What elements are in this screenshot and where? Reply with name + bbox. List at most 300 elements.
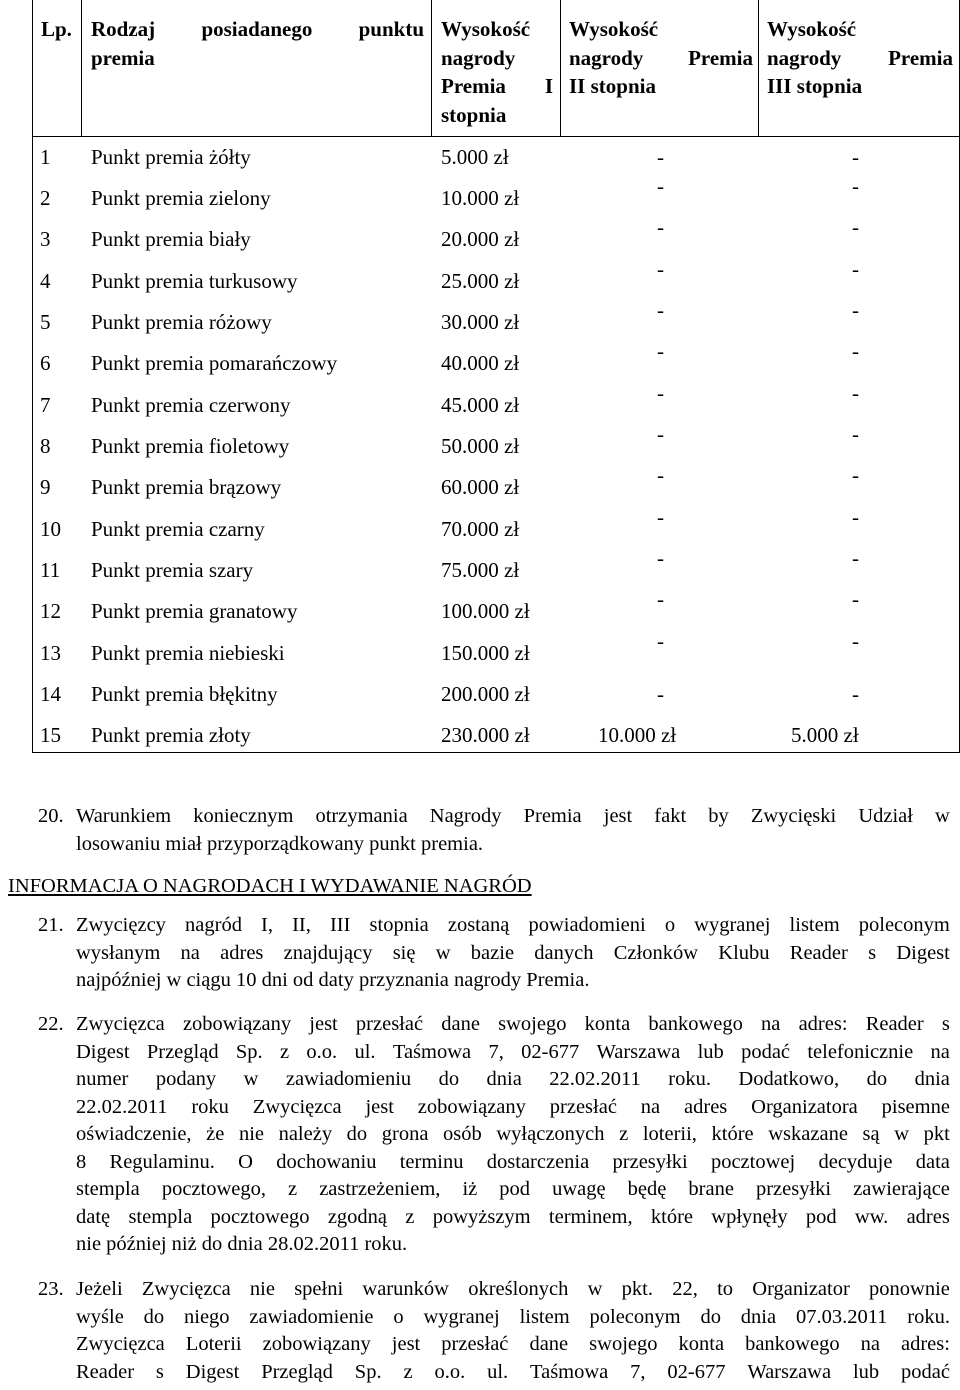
cell-lp: 15 [40, 723, 61, 747]
paragraph-word: adres [906, 1205, 950, 1228]
paragraph-word: Warunkiem [76, 805, 172, 827]
cell-prize-3: - [852, 505, 859, 529]
cell-prize-1: 5.000 zł [441, 145, 509, 169]
paragraph-word: o [664, 914, 676, 936]
paragraph-line [76, 1149, 950, 1177]
header-p1-word: I [544, 74, 553, 98]
paragraph-22 [38, 1011, 950, 1259]
cell-lp: 3 [40, 227, 51, 251]
cell-prize-1: 70.000 zł [441, 517, 520, 541]
header-p3-word: Premia [888, 45, 953, 70]
paragraph-word: 7, [488, 1040, 504, 1063]
cell-prize-1: 60.000 zł [441, 475, 520, 499]
cell-prize-2: - [657, 257, 664, 281]
paragraph-word: dochowaniu [276, 1150, 377, 1173]
paragraph-word: przesłać [441, 1333, 509, 1355]
paragraph-word: do [700, 1305, 721, 1328]
paragraph-word: na [930, 1040, 950, 1063]
header-type-word: Rodzaj [91, 17, 156, 41]
paragraph-word: jest [309, 1013, 338, 1035]
paragraph-word: spełni [294, 1278, 344, 1300]
column-divider [431, 0, 432, 136]
paragraph-word: ponownie [869, 1278, 950, 1300]
cell-prize-1: 40.000 zł [441, 351, 520, 375]
paragraph-word: przesyłki [612, 1150, 688, 1173]
paragraph-word: dostarczenia [486, 1150, 590, 1173]
paragraph-word: do [143, 1305, 165, 1328]
paragraph-word: listem [789, 914, 840, 936]
paragraph-word: znajdujący [283, 941, 373, 964]
paragraph-word: się [392, 941, 416, 964]
cell-prize-3: - [852, 298, 859, 322]
paragraph-word: Udział [858, 805, 913, 827]
paragraph-word: grona [381, 1123, 429, 1145]
paragraph-word: dnia [486, 1068, 522, 1090]
paragraph-word: jest [365, 1095, 394, 1118]
cell-prize-name: Punkt premia błękitny [91, 682, 278, 706]
cell-prize-3: - [852, 587, 859, 611]
paragraph-word: powyższym [432, 1205, 531, 1228]
cell-prize-1: 50.000 zł [441, 434, 520, 458]
paragraph-word: Sp. [354, 1360, 382, 1383]
cell-lp: 14 [40, 682, 61, 706]
paragraph-word: na [761, 1013, 781, 1035]
paragraph-word: nie [238, 1123, 264, 1145]
paragraph-line [76, 1204, 950, 1232]
cell-lp: 12 [40, 599, 61, 623]
cell-prize-1: 150.000 zł [441, 641, 530, 665]
paragraph-word: z [405, 1205, 415, 1228]
header-p3-line: Wysokość [767, 17, 857, 41]
paragraph-word: terminu [399, 1150, 464, 1173]
header-p3-word: nagrody [767, 45, 842, 70]
paragraph-word: zawiadomienie [249, 1305, 374, 1328]
paragraph-word: Digest [76, 1040, 130, 1063]
paragraph-line [76, 1121, 950, 1149]
paragraph-word: dnia [740, 1305, 777, 1328]
paragraph-line [76, 803, 950, 831]
paragraph-word: loterii, [642, 1123, 697, 1145]
cell-prize-2: - [657, 339, 664, 363]
cell-prize-name: Punkt premia szary [91, 558, 254, 582]
paragraph-word: należy [278, 1123, 333, 1145]
paragraph-word: 07.03.2011 [795, 1305, 888, 1328]
cell-lp: 7 [40, 393, 51, 417]
header-p1-line: nagrody [441, 45, 516, 70]
cell-prize-1: 45.000 zł [441, 393, 520, 417]
paragraph-word: Zwycięzca [141, 1278, 231, 1300]
header-p1-line: stopnia [441, 102, 507, 127]
table-row [33, 215, 959, 254]
paragraph-word: 22, [672, 1278, 698, 1300]
cell-lp: 5 [40, 310, 51, 334]
header-p2-line: II stopnia [569, 74, 656, 98]
paragraph-word: podany [155, 1068, 217, 1090]
cell-prize-3: - [852, 257, 859, 281]
paragraph-word: brane [688, 1178, 734, 1200]
paragraph-word: Reader [789, 941, 848, 964]
cell-prize-name: Punkt premia turkusowy [91, 269, 298, 293]
cell-prize-name: Punkt premia fioletowy [91, 434, 290, 458]
paragraph-word: to [717, 1278, 734, 1300]
paragraph-word: na [640, 1095, 661, 1118]
paragraph-word: na [860, 1333, 880, 1355]
paragraph-word: jest [603, 805, 633, 827]
paragraph-word: pocztowej [710, 1150, 796, 1173]
paragraph-number: 23. [38, 1278, 64, 1300]
paragraph-word: zobowiązany [262, 1333, 371, 1355]
paragraph-word: do [346, 1123, 368, 1145]
paragraph-word: wysłanym [76, 941, 161, 964]
column-divider [81, 0, 82, 136]
paragraph-word: jest [391, 1333, 421, 1355]
paragraph-word: O [238, 1150, 253, 1173]
paragraph-word: do [438, 1068, 460, 1090]
cell-prize-2: - [657, 174, 664, 198]
header-type-word: posiadanego [201, 17, 313, 41]
paragraph-word: pocztowego [210, 1205, 310, 1228]
cell-prize-name: Punkt premia brązowy [91, 475, 282, 499]
paragraph-word: z [279, 1040, 290, 1063]
cell-prize-2: - [657, 215, 664, 239]
paragraph-word: do [866, 1068, 888, 1090]
paragraph-word: Organizator [752, 1278, 850, 1300]
table-row [33, 679, 959, 709]
paragraph-line [76, 1359, 950, 1387]
header-p1-word: Premia [441, 74, 506, 98]
header-p2-word: Premia [688, 45, 753, 70]
cell-prize-3: - [852, 339, 859, 363]
paragraph-word: Nagrody [429, 805, 502, 827]
paragraph-20 [38, 803, 950, 858]
cell-prize-name: Punkt premia czerwony [91, 393, 291, 417]
paragraph-word: z [288, 1178, 298, 1200]
paragraph-word: stempla [128, 1205, 193, 1228]
paragraph-word: z [403, 1360, 413, 1383]
paragraph-word: zastrzeżeniem, [319, 1178, 441, 1200]
paragraph-word: nie [249, 1278, 275, 1300]
cell-prize-name: Punkt premia zielony [91, 186, 271, 210]
header-prize-2 [569, 15, 753, 101]
paragraph-word: poleconym [858, 914, 950, 936]
paragraph-line [76, 940, 950, 968]
cell-prize-name: Punkt premia czarny [91, 517, 265, 541]
cell-prize-3: - [852, 174, 859, 198]
paragraph-word: Digest [896, 941, 950, 964]
paragraph-word: wygranej [423, 1305, 500, 1328]
table-row [33, 339, 959, 378]
paragraph-word: pocztowego, [161, 1178, 266, 1200]
paragraph-word: zobowiązany [417, 1095, 526, 1118]
table-row [33, 720, 959, 750]
cell-prize-1: 200.000 zł [441, 682, 530, 706]
column-divider [758, 0, 759, 136]
cell-lp: 13 [40, 641, 61, 665]
paragraph-word: ul. [487, 1360, 509, 1383]
paragraph-line: najpóźniej w ciągu 10 dni od daty przyznania nagrody Premia. [76, 969, 590, 991]
paragraph-word: zobowiązany [182, 1013, 292, 1035]
paragraph-line [76, 1066, 950, 1094]
cell-prize-2: - [657, 629, 664, 653]
paragraph-word: swojego [498, 1013, 567, 1035]
paragraph-word: Członków [613, 941, 699, 964]
paragraph-word: Warszawa [747, 1360, 832, 1383]
paragraph-word: numer [76, 1068, 129, 1090]
paragraph-word: wpłynęły [711, 1205, 788, 1228]
paragraph-word: przesyłki [755, 1178, 832, 1200]
cell-prize-2: - [657, 422, 664, 446]
cell-prize-name: Punkt premia biały [91, 227, 251, 251]
paragraph-word: zawierające [853, 1178, 950, 1200]
paragraph-word: Zwycięski [750, 805, 837, 827]
cell-prize-name: Punkt premia pomarańczowy [91, 351, 338, 375]
paragraph-word: III [329, 914, 351, 936]
paragraph-word: osób [443, 1123, 482, 1145]
cell-prize-1: 75.000 zł [441, 558, 520, 582]
paragraph-word: terminem, [548, 1205, 633, 1228]
paragraph-word: niego [184, 1305, 230, 1328]
paragraph-word: Zwycięzca [76, 1013, 165, 1035]
paragraph-word: oświadczenie, [76, 1123, 192, 1145]
paragraph-word: data [915, 1150, 950, 1173]
paragraph-word: podać [901, 1360, 950, 1383]
cell-prize-1: 100.000 zł [441, 599, 530, 623]
paragraph-word: 22.02.2011 [549, 1068, 641, 1090]
cell-prize-name: Punkt premia niebieski [91, 641, 285, 665]
table-row [33, 142, 959, 172]
paragraph-word: roku [191, 1095, 229, 1118]
header-p3-line: III stopnia [767, 74, 863, 98]
paragraph-word: Dodatkowo, [738, 1068, 840, 1090]
paragraph-word: adres: [900, 1333, 950, 1355]
paragraph-word: pisemne [881, 1095, 950, 1118]
paragraph-line [76, 1276, 950, 1304]
header-p2-line: Wysokość [569, 17, 659, 41]
paragraph-word: 7, [630, 1360, 646, 1383]
cell-prize-3: - [852, 215, 859, 239]
paragraph-word: Klubu [718, 941, 770, 964]
paragraph-line: nie później niż do dnia 28.02.2011 roku. [76, 1233, 408, 1255]
header-prize-1 [441, 15, 553, 129]
paragraph-word: fakt [654, 805, 687, 827]
cell-prize-2: - [657, 682, 664, 706]
paragraph-line [76, 1304, 950, 1332]
paragraph-word: dane [441, 1013, 480, 1035]
cell-prize-3: - [852, 145, 859, 169]
paragraph-word: s [941, 1013, 950, 1035]
prize-table [32, 0, 960, 753]
paragraph-word: określonych [468, 1278, 569, 1300]
cell-lp: 11 [40, 558, 61, 582]
paragraph-word: pod [805, 1205, 837, 1228]
paragraph-word: 02-677 [521, 1040, 580, 1063]
paragraph-word: pkt [923, 1123, 950, 1145]
header-p2-word: nagrody [569, 45, 644, 70]
paragraph-word: roku. [907, 1305, 950, 1328]
paragraph-word: Sp. [235, 1040, 263, 1063]
header-type-word: punktu [358, 17, 424, 41]
paragraph-word: o.o. [306, 1040, 338, 1063]
paragraph-word: Loterii [185, 1333, 242, 1355]
paragraph-word: w [243, 1068, 259, 1090]
paragraph-word: koniecznym [193, 805, 294, 827]
paragraph-word: Regulaminu. [109, 1150, 215, 1173]
paragraph-word: listem [519, 1305, 570, 1328]
cell-prize-3: - [852, 629, 859, 653]
paragraph-word: w [894, 1123, 909, 1145]
paragraph-21 [38, 912, 950, 995]
cell-lp: 1 [40, 145, 51, 169]
paragraph-word: Jeżeli [76, 1278, 123, 1300]
paragraph-word: w [935, 805, 950, 827]
paragraph-word: lub [852, 1360, 880, 1383]
paragraph-word: stopnia [369, 914, 429, 936]
cell-prize-2: - [657, 298, 664, 322]
paragraph-word: pkt. [621, 1278, 653, 1300]
paragraph-word: II, [292, 914, 311, 936]
paragraph-word: Digest [185, 1360, 240, 1383]
paragraph-word: I, [261, 914, 273, 936]
paragraph-word: uwagę [552, 1178, 606, 1200]
cell-prize-2: 10.000 zł [598, 723, 677, 747]
header-rule [33, 136, 959, 137]
cell-prize-2: - [657, 381, 664, 405]
paragraph-word: dane [529, 1333, 569, 1355]
paragraph-word: Zwycięzcy [76, 914, 166, 936]
cell-prize-1: 10.000 zł [441, 186, 520, 210]
cell-prize-1: 230.000 zł [441, 723, 530, 747]
paragraph-word: s [868, 941, 877, 964]
paragraph-number: 22. [38, 1013, 64, 1035]
paragraph-word: które [711, 1123, 754, 1145]
cell-prize-name: Punkt premia złoty [91, 723, 251, 747]
paragraph-word: wyśle [76, 1305, 124, 1328]
cell-prize-2: - [657, 145, 664, 169]
paragraph-word: podać [741, 1040, 791, 1063]
paragraph-word: bankowego [745, 1333, 840, 1355]
paragraph-word: Zwycięzca [252, 1095, 342, 1118]
cell-prize-name: Punkt premia żółty [91, 145, 251, 169]
cell-prize-3: 5.000 zł [791, 723, 859, 747]
paragraph-word: Warszawa [596, 1040, 681, 1063]
paragraph-word: wskazane [768, 1123, 848, 1145]
cell-prize-3: - [852, 682, 859, 706]
paragraph-word: przesłać [355, 1013, 424, 1035]
paragraph-word: zostaną [447, 914, 510, 936]
paragraph-line [76, 1094, 950, 1122]
paragraph-word: datę [76, 1205, 111, 1228]
table-row [33, 463, 959, 502]
paragraph-word: by [708, 805, 729, 827]
paragraph-line [76, 1176, 950, 1204]
table-row [33, 587, 959, 626]
paragraph-word: Zwycięzca [76, 1333, 165, 1355]
paragraph-word: roku. [668, 1068, 711, 1090]
paragraph-word: telefonicznie [807, 1040, 914, 1063]
paragraph-word: Organizatora [751, 1095, 858, 1118]
paragraph-line [76, 912, 950, 940]
paragraph-word: zgodną [327, 1205, 388, 1228]
table-row [33, 257, 959, 296]
cell-prize-3: - [852, 422, 859, 446]
paragraph-word: o.o. [434, 1360, 466, 1383]
paragraph-word: zawiadomieniu [285, 1068, 412, 1090]
paragraph-word: swojego [589, 1333, 658, 1355]
table-row [33, 629, 959, 668]
header-lp: Lp. [41, 17, 72, 41]
paragraph-number: 20. [38, 805, 64, 827]
cell-prize-3: - [852, 546, 859, 570]
paragraph-word: powiadomieni [528, 914, 646, 936]
cell-lp: 10 [40, 517, 61, 541]
paragraph-line [76, 1011, 950, 1039]
paragraph-word: z [619, 1123, 629, 1145]
cell-lp: 6 [40, 351, 51, 375]
paragraph-word: decyduje [818, 1150, 893, 1173]
header-prize-type [91, 15, 424, 72]
paragraph-word: poleconym [589, 1305, 681, 1328]
paragraph-word: że [206, 1123, 225, 1145]
paragraph-word: dnia [914, 1068, 950, 1090]
cell-prize-2: - [657, 505, 664, 529]
paragraph-word: Premia [523, 805, 582, 827]
paragraph-word: danych [534, 941, 594, 964]
paragraph-word: s [155, 1360, 164, 1383]
paragraph-word: przesłać [549, 1095, 617, 1118]
paragraph-line [76, 1331, 950, 1359]
paragraph-line: losowaniu miał przyporządkowany punkt premia. [76, 832, 484, 855]
cell-lp: 8 [40, 434, 51, 458]
paragraph-word: lub [697, 1040, 724, 1063]
paragraph-word: warunków [362, 1278, 449, 1300]
header-prize-3 [767, 15, 953, 101]
table-row [33, 298, 959, 337]
paragraph-word: wygranej [694, 914, 771, 936]
paragraph-word: bazie [470, 941, 515, 964]
paragraph-word: Taśmowa [530, 1360, 609, 1383]
paragraph-word: Reader [865, 1013, 924, 1035]
table-row [33, 546, 959, 585]
cell-prize-1: 25.000 zł [441, 269, 520, 293]
paragraph-word: wyłączonych [496, 1123, 605, 1145]
paragraph-word: adres [684, 1095, 728, 1118]
table-row [33, 422, 959, 461]
paragraph-23 [38, 1276, 950, 1386]
column-divider [560, 0, 561, 136]
paragraph-word: w [587, 1278, 603, 1300]
cell-prize-3: - [852, 463, 859, 487]
paragraph-word: adres: [798, 1013, 848, 1035]
paragraph-word: stempla [76, 1178, 140, 1200]
table-row [33, 174, 959, 213]
paragraph-word: iż [462, 1178, 478, 1200]
paragraph-word: będę [627, 1178, 667, 1200]
paragraph-word: adres [220, 941, 264, 964]
paragraph-word: konta [678, 1333, 725, 1355]
paragraph-word: konta [584, 1013, 631, 1035]
header-p1-line: Wysokość [441, 17, 531, 41]
cell-prize-1: 20.000 zł [441, 227, 520, 251]
paragraph-line [76, 1039, 950, 1067]
cell-lp: 9 [40, 475, 51, 499]
paragraph-word: są [862, 1123, 880, 1145]
cell-prize-name: Punkt premia różowy [91, 310, 272, 334]
paragraph-word: które [650, 1205, 693, 1228]
cell-prize-2: - [657, 546, 664, 570]
table-row [33, 381, 959, 420]
paragraph-word: 22.02.2011 [76, 1095, 168, 1118]
paragraph-word: Przegląd [146, 1040, 219, 1063]
